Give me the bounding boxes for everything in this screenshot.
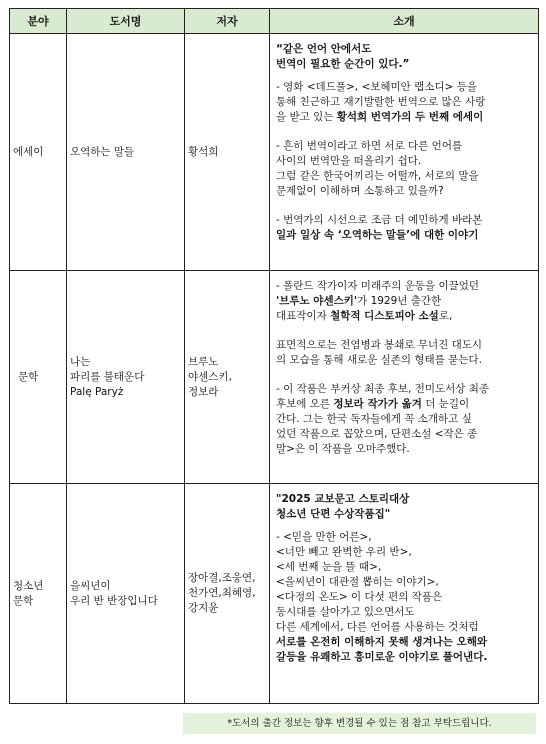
category-cell (10, 34, 67, 271)
author-cell (185, 34, 270, 271)
title-cell (67, 34, 185, 271)
header-row (10, 9, 539, 34)
table-row (10, 34, 539, 271)
category-cell (10, 484, 67, 704)
intro-paragraph (276, 279, 533, 324)
intro-highlight: 서로를 온전히 이해하지 못해 생겨나는 오해와 갈등을 유쾌하고 흥미로운 이야기로 풀어낸다. (276, 636, 488, 663)
book-title: 오역하는 말들 (70, 145, 135, 158)
intro-text: - 번역가의 시선으로 조금 더 예민하게 바라본 (276, 214, 483, 226)
intro-highlight: 황석희 번역가의 두 번째 에세이 (336, 111, 484, 123)
intro-text: 로, (438, 310, 453, 322)
intro-highlight: 정보라 작가가 옮겨 (333, 398, 422, 410)
title-cell (67, 271, 185, 484)
category-cell (10, 271, 67, 484)
footer-note: *도서의 출간 정보는 향후 변경될 수 있는 점 참고 부탁드립니다. (183, 713, 536, 734)
author-cell (185, 484, 270, 704)
category-text: 에세이 (13, 145, 44, 158)
intro-paragraph (276, 213, 533, 243)
category-text: 청소년 문학 (13, 579, 44, 607)
intro-highlight: 철학적 디스토피아 소설 (330, 310, 439, 322)
intro-paragraph (276, 338, 533, 368)
book-table (9, 8, 539, 704)
intro-text: - 이 작품은 부커상 최종 후보, 전미도서상 최종 후보에 오른 (276, 383, 490, 410)
intro-text: 표면적으로는 전염병과 봉쇄로 무너진 대도시 의 모습을 통해 새로운 실존의 형태를 묻는다. (276, 339, 483, 366)
category-text: 문학 (18, 370, 39, 383)
intro-text: - <믿을 만한 어른>, <너만 빼고 완벽한 우리 반>, <세 번째 눈을 뜰 때>, <을씨년이 대관절 뽑히는 이야기>, <다정의 온도> 이 다섯 편의 작품은 동시대를 살아가고 있으면서도 다른 세계에서, 다른 언어를 사용하는 것처럼 (276, 531, 479, 633)
book-author: 브루노 야센스키, 정보라 (188, 355, 232, 398)
table-row (10, 271, 539, 484)
book-author: 황석희 (188, 145, 219, 158)
intro-highlight: 일과 일상 속 ‘오역하는 말들’에 대한 이야기 (276, 229, 479, 241)
author-cell (185, 271, 270, 484)
intro-cell (270, 484, 539, 704)
table-row (10, 484, 539, 704)
intro-cell (270, 34, 539, 271)
intro-paragraph (276, 80, 533, 125)
intro-cell (270, 271, 539, 484)
intro-text: - 영화 <데드풀>, <보헤미안 랩소디> 등을 통해 친근하고 재기발랄한 번역으로 많은 사랑 을 받고 있는 (276, 81, 486, 123)
header-intro: 소개 (270, 9, 539, 34)
book-author: 장아결,조웅연, 천가연,최혜영, 강지윤 (188, 572, 256, 614)
header-category: 분야 (10, 9, 67, 34)
intro-text: 가 1929년 출간한 대표작이자 (276, 295, 442, 322)
intro-highlight: '브루노 야센스키' (276, 295, 358, 307)
intro-quote: “같은 언어 안에서도 번역이 필요한 순간이 있다.” (276, 43, 410, 70)
header-title: 도서명 (67, 9, 185, 34)
intro-quote: "2025 교보문고 스토리대상 청소년 단편 수상작품집" (276, 493, 410, 520)
intro-text: 더 눈길이 간다. 그는 한국 독자들에게 꼭 소개하고 싶 었던 작품으로 꼽았으며, 단편소설 <작은 종 말>은 이 작품을 오마주했다. (276, 398, 478, 455)
book-title: 나는 파리를 불태운다 Palę Paryż (70, 355, 145, 398)
title-cell (67, 484, 185, 704)
intro-paragraph (276, 530, 533, 665)
intro-text: - 흔히 번역이라고 하면 서로 다른 언어를 사이의 번역만을 떠올리기 쉽다. 그럼 같은 한국어끼리는 어떨까, 서로의 말을 문제없이 이해하며 소통하고 있을까? (276, 140, 479, 197)
intro-paragraph (276, 382, 533, 457)
intro-text: - 폴란드 작가이자 미래주의 운동을 이끌었던 (276, 280, 480, 292)
header-author: 저자 (185, 9, 270, 34)
book-title: 을씨년이 우리 반 반장입니다 (70, 579, 158, 607)
intro-paragraph (276, 139, 533, 199)
